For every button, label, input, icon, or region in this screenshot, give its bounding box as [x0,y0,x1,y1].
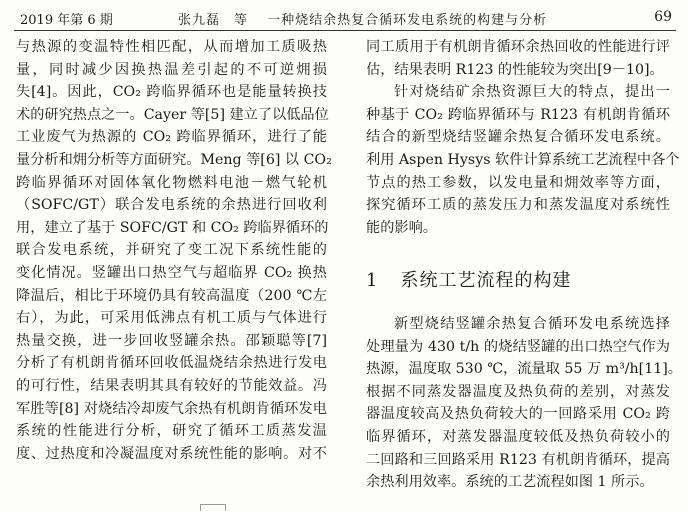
text-line: 热量交换，进一步回收竖罐余热。邵颖聪等[7] [16,332,327,349]
text-line: 临界循环，对蒸发器温度较低及热负荷较小的 [366,428,670,445]
text-line: 二回路和三回路采用 R123 有机朗肯循环，提高 [366,451,670,468]
text-line: 处理量为 430 t/h 的烧结竖罐的出口热空气作为 [366,338,670,355]
right-column-top [366,36,680,239]
text-line: 能的影响。 [366,219,437,236]
text-line: 变化情况。竖罐出口热空气与超临界 CO₂ 换热 [16,264,327,281]
text-line: 种基于 CO₂ 跨临界循环与 R123 有机朗肯循环 [366,106,670,123]
text-line: 探究循环工质的蒸发压力和蒸发温度对系统性 [366,197,670,214]
text-line: 量，同时减少因换热温差引起的不可逆㶲损 [16,61,327,78]
text-line: 热源，温度取 530 ℃，流量取 55 万 m³/h[11]。 [366,361,682,378]
text-line: 联合发电系统，并研究了变工况下系统性能的 [16,242,327,259]
section-heading [366,266,571,292]
text-line: 同工质用于有机朗肯循环余热回收的性能进行评 [366,39,670,55]
page-number: 69 [654,9,672,25]
text-line: 器温度较高及热负荷较大的一回路采用 CO₂ 跨 [366,406,670,423]
text-line: 度、过热度和冷凝温度对系统性能的影响。对不 [16,445,327,462]
text-line: 失[4]。因此，CO₂ 跨临界循环也是能量转换技 [16,84,327,101]
text-line: 术的研究热点之一。Cayer 等[5] 建立了以低品位 [16,106,329,123]
header-rule [14,30,676,31]
right-column-bottom [366,313,682,494]
section-title: 系统工艺流程的构建 [400,270,572,291]
left-column [16,36,332,465]
text-line: 新型烧结竖罐余热复合循环发电系统选择 [394,316,670,332]
text-line: 节点的热工参数，以发电量和㶲效率等方面， [366,174,670,191]
text-line: 分析了有机朗肯循环回收低温烧结余热进行发电 [16,355,327,372]
text-line: 用，建立了基于 SOFC/GT 和 CO₂ 跨临界循环的 [16,219,329,236]
text-line: 系统的性能进行分析，研究了循环工质蒸发温 [16,423,327,440]
journal-issue: 2019 年第 6 期 [20,13,113,28]
text-line: 根据不同蒸发器温度及热负荷的差别，对蒸发 [366,383,670,400]
text-line: 利用 Aspen Hysys 软件计算系统工艺流程中各个 [366,151,680,168]
running-title [178,9,547,28]
text-line: 跨临界循环对固体氧化物燃料电池－燃气轮机 [16,174,327,191]
text-line: 的可行性，结果表明其具有较好的节能效益。冯 [16,377,327,394]
text-line: 军胜等[8] 对烧结冷却废气余热有机朗肯循环发电 [16,400,327,417]
text-line: 估，结果表明 R123 的性能较为突出[9－10]。 [366,61,664,78]
text-line: 工业废气为热源的 CO₂ 跨临界循环，进行了能 [16,129,327,146]
header-authors: 张九磊 等 [178,13,249,28]
section-number: 1 [366,270,379,291]
text-line: 量分析和㶲分析等方面研究。Meng 等[6] 以 CO₂ [16,151,332,168]
text-line: 右），为此，可采用低沸点有机工质与气体进行 [16,310,327,327]
text-line: 与热源的变温特性相匹配，从而增加工质吸热 [16,39,327,55]
text-line: （SOFC/GT）联合发电系统的余热进行回收利 [16,197,327,214]
text-line: 降温后，相比于环境仍具有较高温度（200 ℃左 [16,287,327,304]
header-article-title: 一种烧结余热复合循环发电系统的构建与分析 [267,13,548,28]
text-line: 余热利用效率。系统的工艺流程如图 1 所示。 [366,474,654,491]
page-header [0,0,688,30]
text-line: 结合的新型烧结竖罐余热复合循环发电系统。 [366,129,670,146]
text-line: 针对烧结矿余热资源巨大的特点，提出一 [394,84,670,101]
